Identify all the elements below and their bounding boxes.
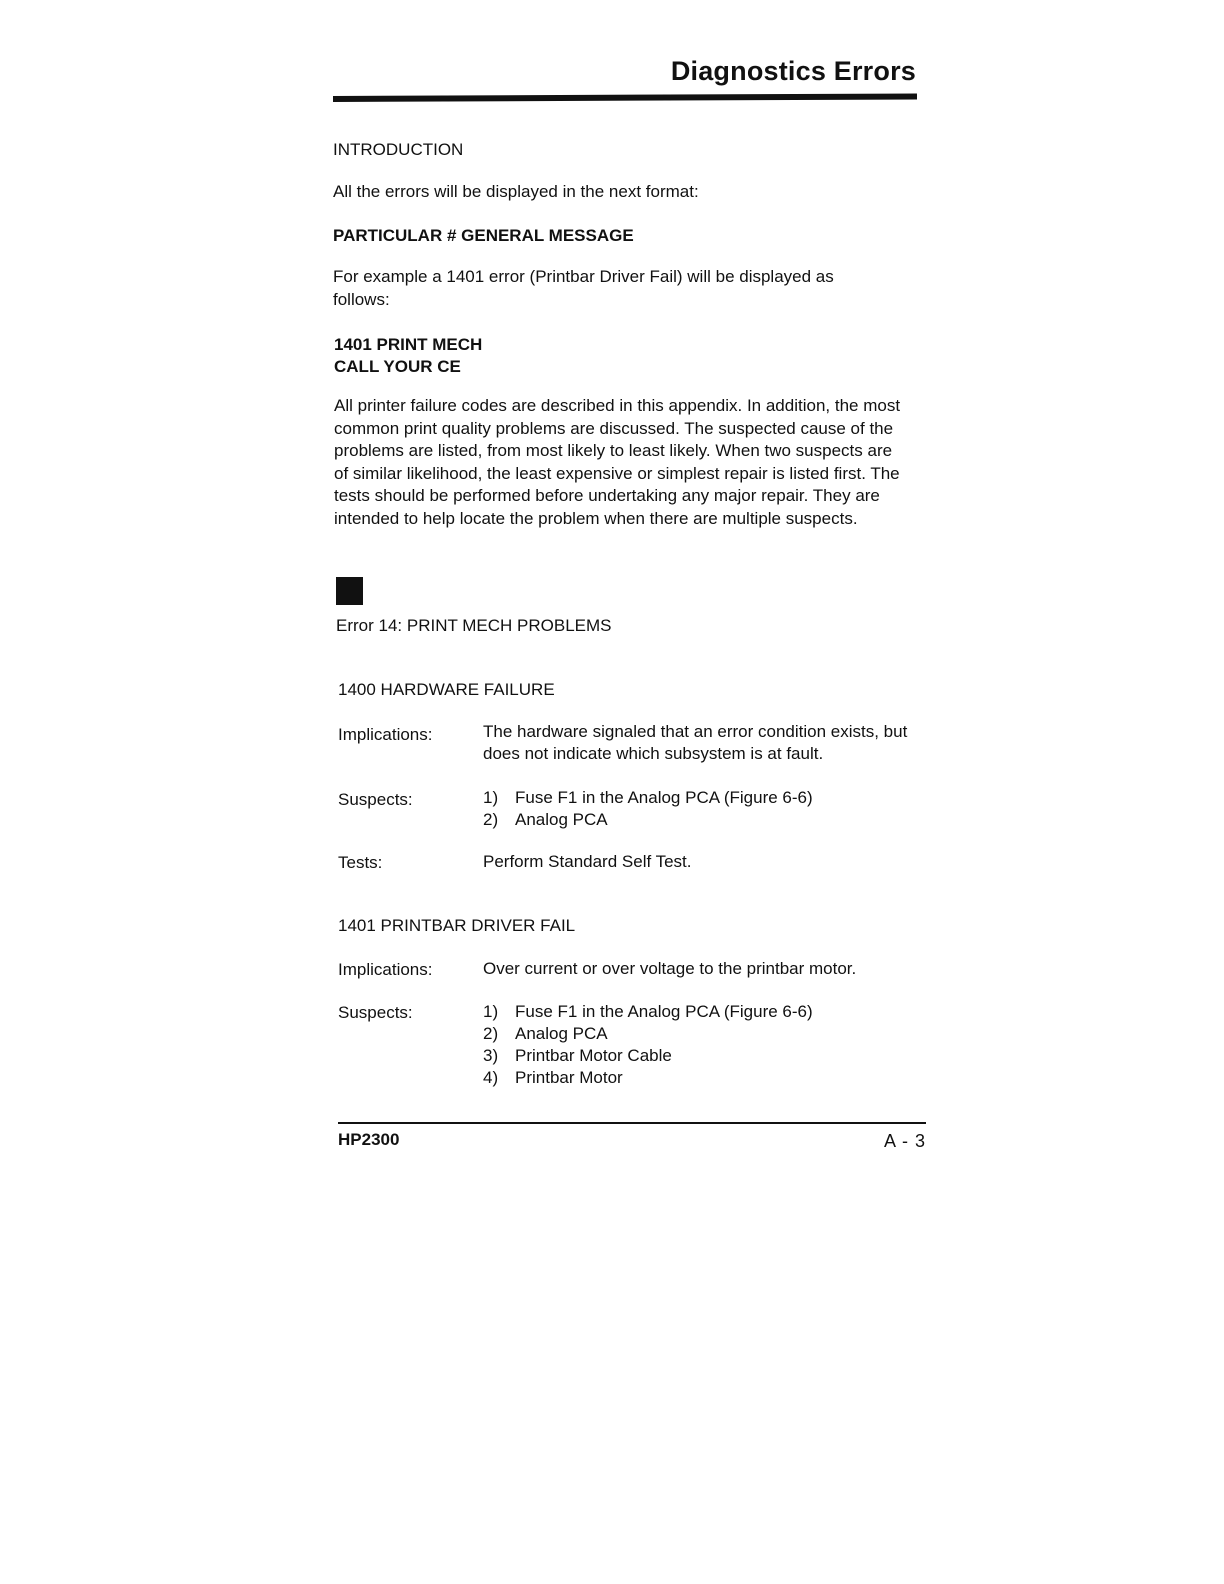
implications-label: Implications: <box>338 725 433 744</box>
suspect-number: 2) <box>483 810 499 829</box>
suspects-label: Suspects: <box>338 1003 413 1022</box>
suspect-number: 4) <box>483 1068 499 1087</box>
suspect-text: Analog PCA <box>515 1024 608 1043</box>
display-line-2: CALL YOUR CE <box>334 357 461 376</box>
intro-heading: INTRODUCTION <box>333 140 464 159</box>
suspect-text: Analog PCA <box>515 810 608 829</box>
implications-text: Over current or over voltage to the printbar motor. <box>483 959 857 978</box>
implications-label: Implications: <box>338 960 433 979</box>
tests-label: Tests: <box>338 853 383 872</box>
suspect-item <box>483 1001 813 1023</box>
footer-rule <box>338 1122 926 1124</box>
suspect-number: 2) <box>483 1024 499 1043</box>
intro-body: All printer failure codes are described in this appendix. In addition, the most common print quality problems are discussed. The suspected cause of the problems are listed, from most likely to least likely. When two suspects are of similar likelihood, the least expensive or simplest repair is listed first. The tests should be performed before undertaking any major repair. They are intended to help locate the problem when there are multiple suspects. <box>334 396 901 528</box>
error-code-title: 1401 PRINTBAR DRIVER FAIL <box>338 916 576 935</box>
implications-text: The hardware signaled that an error condition exists, but does not indicate which subsystem is at fault. <box>483 722 908 763</box>
page-title: Diagnostics Errors <box>670 56 916 86</box>
section-title: Error 14: PRINT MECH PROBLEMS <box>336 616 612 635</box>
suspect-item <box>483 1067 623 1089</box>
suspect-item <box>483 809 608 831</box>
suspect-text: Fuse F1 in the Analog PCA (Figure 6-6) <box>515 1002 813 1021</box>
suspect-item <box>483 787 813 809</box>
suspect-item <box>483 1045 672 1067</box>
format-line: All the errors will be displayed in the next format: <box>333 182 699 201</box>
suspects-label: Suspects: <box>338 790 413 809</box>
suspect-number: 3) <box>483 1046 499 1065</box>
display-line-1: 1401 PRINT MECH <box>334 335 483 354</box>
format-example: PARTICULAR # GENERAL MESSAGE <box>333 226 634 245</box>
footer-page-number: A - 3 <box>883 1131 926 1151</box>
section-marker <box>336 577 363 605</box>
suspect-item <box>483 1023 608 1045</box>
error-code-title: 1400 HARDWARE FAILURE <box>338 680 555 699</box>
suspect-text: Printbar Motor <box>515 1068 623 1087</box>
suspect-text: Printbar Motor Cable <box>515 1046 672 1065</box>
footer-model: HP2300 <box>338 1130 400 1149</box>
title-rule <box>333 93 917 102</box>
suspect-text: Fuse F1 in the Analog PCA (Figure 6-6) <box>515 788 813 807</box>
example-text: For example a 1401 error (Printbar Driver Fail) will be displayed as follows: <box>333 267 834 309</box>
tests-text: Perform Standard Self Test. <box>483 852 692 871</box>
suspect-number: 1) <box>483 1002 499 1021</box>
suspect-number: 1) <box>483 788 499 807</box>
